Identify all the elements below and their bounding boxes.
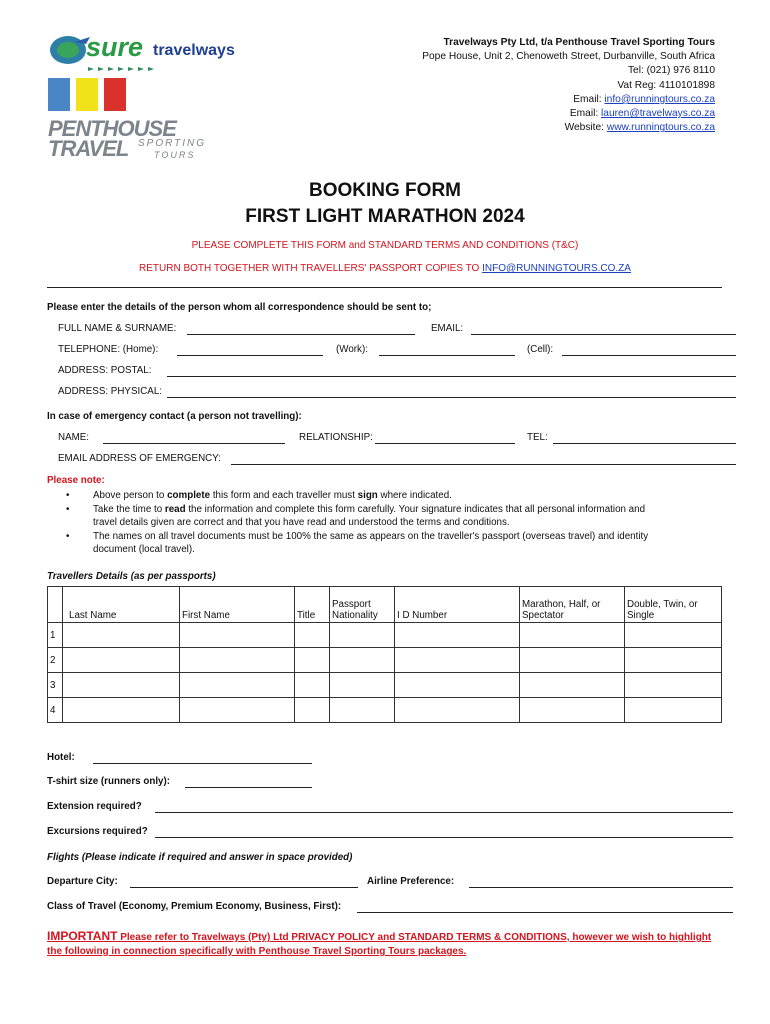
excursions-label: Excursions required? <box>47 826 148 837</box>
event-title: FIRST LIGHT MARATHON 2024 <box>245 206 525 227</box>
cell-room-type[interactable] <box>625 698 722 723</box>
departure-city-field[interactable] <box>130 887 358 888</box>
bullet-icon: • <box>66 503 70 515</box>
company-email-1 <box>335 93 715 107</box>
company-name: Travelways Pty Ltd, t/a Penthouse Travel Sporting Tours <box>443 37 715 48</box>
cell-id-number[interactable] <box>395 698 520 723</box>
emergency-intro: In case of emergency contact (a person not travelling): <box>47 411 302 422</box>
cell-room-type[interactable] <box>625 648 722 673</box>
correspondence-intro: Please enter the details of the person whom all correspondence should be sent to; <box>47 302 432 313</box>
note-bold: read <box>164 503 186 515</box>
travellers-table <box>47 586 722 723</box>
table-row <box>48 648 722 673</box>
email-prefix: Email: <box>569 108 602 120</box>
note-bold: complete <box>167 490 211 501</box>
row-number: 4 <box>48 698 63 723</box>
email-link-lauren[interactable]: lauren@travelways.co.za <box>601 108 715 120</box>
tshirt-label: T-shirt size (runners only): <box>47 776 171 787</box>
note-bullet-1 <box>66 489 726 503</box>
header-first-name: First Name <box>180 587 295 623</box>
note-text: the information and complete this form carefully. Your signature indicates that all personal information and <box>185 503 646 515</box>
return-email-link[interactable]: INFO@RUNNINGTOURS.CO.ZA <box>482 263 631 274</box>
note-bold: sign <box>357 490 378 501</box>
sure-logo-text: sure <box>86 32 144 62</box>
company-info <box>335 36 715 135</box>
table-header-row <box>48 587 722 623</box>
cell-id-number[interactable] <box>395 648 520 673</box>
address-physical-field[interactable] <box>167 397 736 398</box>
note-text: Above person to <box>93 490 168 501</box>
penthouse-logo-text: PENTHOUSE <box>48 116 176 141</box>
cell-title[interactable] <box>295 698 330 723</box>
header-id-number: I D Number <box>395 587 520 623</box>
note-text: The names on all travel documents must be 100% the same as appears on the traveller's passport (overseas travel) and identity <box>93 530 649 542</box>
important-text-2: the following in connection specifically with Penthouse Travel Sporting Tours packages. <box>47 946 467 957</box>
website-prefix: Website: <box>564 122 607 134</box>
cell-first-name[interactable] <box>180 648 295 673</box>
important-label: IMPORTANT <box>47 929 118 943</box>
cell-last-name[interactable] <box>63 623 180 648</box>
note-text: where indicated. <box>377 490 452 501</box>
cell-last-name[interactable] <box>63 648 180 673</box>
airline-preference-label: Airline Preference: <box>367 876 455 887</box>
note-text: travel details given are correct and that you have read and understood the terms and conditions. <box>93 517 510 529</box>
cell-event-type[interactable] <box>520 673 625 698</box>
header-room-type: Double, Twin, or Single <box>625 587 722 623</box>
class-of-travel-field[interactable] <box>357 912 733 913</box>
table-row <box>48 673 722 698</box>
cell-first-name[interactable] <box>180 698 295 723</box>
airline-preference-field[interactable] <box>469 887 733 888</box>
emergency-relationship-label: RELATIONSHIP: <box>299 432 373 443</box>
header-last-name: Last Name <box>63 587 180 623</box>
header-title: Title <box>295 587 330 623</box>
emergency-name-label: NAME: <box>58 432 90 443</box>
tel-home-field[interactable] <box>177 355 323 356</box>
bullet-icon: • <box>66 490 70 501</box>
cell-id-number[interactable] <box>395 623 520 648</box>
company-tel: Tel: (021) 976 8110 <box>627 65 715 77</box>
cell-nationality[interactable] <box>330 673 395 698</box>
important-text-1: Please refer to Travelways (Pty) Ltd PRIVACY POLICY and STANDARD TERMS & CONDITIONS, however we wish to highlight <box>117 932 712 943</box>
table-row <box>48 623 722 648</box>
cell-first-name[interactable] <box>180 673 295 698</box>
tel-work-field[interactable] <box>379 355 515 356</box>
company-website <box>335 121 715 135</box>
travel-logo-text: TRAVEL <box>48 136 129 161</box>
company-vat: Vat Reg: 4110101898 <box>617 79 715 91</box>
emergency-relationship-field[interactable] <box>375 443 515 444</box>
tel-cell-field[interactable] <box>562 355 736 356</box>
full-name-field[interactable] <box>187 334 415 335</box>
emergency-email-label: EMAIL ADDRESS OF EMERGENCY: <box>58 453 221 464</box>
notes-list <box>66 489 726 557</box>
note-text: document (local travel). <box>93 544 195 556</box>
note-bullet-3 <box>66 530 726 557</box>
email-field[interactable] <box>471 334 736 335</box>
tours-logo-text: TOURS <box>154 150 196 160</box>
bullet-icon: • <box>66 530 70 542</box>
cell-nationality[interactable] <box>330 623 395 648</box>
form-title: BOOKING FORM <box>309 180 461 201</box>
full-name-label: FULL NAME & SURNAME: <box>58 323 177 334</box>
cell-nationality[interactable] <box>330 698 395 723</box>
emergency-tel-label: TEL: <box>527 432 548 443</box>
row-number: 1 <box>48 623 63 648</box>
complete-form-note: PLEASE COMPLETE THIS FORM and STANDARD TERMS AND CONDITIONS (T&C) <box>191 240 579 251</box>
travelways-logo-text: travelways <box>153 42 235 59</box>
emergency-tel-field[interactable] <box>553 443 736 444</box>
departure-city-label: Departure City: <box>47 876 118 887</box>
flights-label: Flights (Please indicate if required and answer in space provided) <box>47 852 353 863</box>
hotel-field[interactable] <box>93 763 312 764</box>
cell-room-type[interactable] <box>625 673 722 698</box>
note-text: this form and each traveller must <box>210 490 358 501</box>
cell-id-number[interactable] <box>395 673 520 698</box>
cell-last-name[interactable] <box>63 698 180 723</box>
header-passport-nationality: Passport Nationality <box>330 587 395 623</box>
cell-event-type[interactable] <box>520 623 625 648</box>
important-notice <box>47 929 737 959</box>
email-link-info[interactable]: info@runningtours.co.za <box>604 93 715 105</box>
cell-event-type[interactable] <box>520 698 625 723</box>
cell-first-name[interactable] <box>180 623 295 648</box>
table-row <box>48 698 722 723</box>
cell-room-type[interactable] <box>625 623 722 648</box>
note-bullet-2 <box>66 503 726 530</box>
header-cell-num <box>48 587 63 623</box>
cell-event-type[interactable] <box>520 648 625 673</box>
extension-label: Extension required? <box>47 801 142 812</box>
row-number: 3 <box>48 673 63 698</box>
header-divider <box>47 287 722 288</box>
website-link[interactable]: www.runningtours.co.za <box>606 122 715 134</box>
excursions-field[interactable] <box>155 837 733 838</box>
hotel-label: Hotel: <box>47 752 75 763</box>
cell-last-name[interactable] <box>63 673 180 698</box>
cell-title[interactable] <box>295 648 330 673</box>
tel-home-label: TELEPHONE: (Home): <box>58 344 159 355</box>
travellers-title: Travellers Details (as per passports) <box>47 571 216 582</box>
email-label: EMAIL: <box>431 323 464 334</box>
emergency-email-field[interactable] <box>231 464 736 465</box>
tshirt-field[interactable] <box>185 787 312 788</box>
company-email-2 <box>335 107 715 121</box>
cell-nationality[interactable] <box>330 648 395 673</box>
sporting-logo-text: SPORTING <box>138 138 207 149</box>
cell-title[interactable] <box>295 623 330 648</box>
tel-work-label: (Work): <box>336 344 368 355</box>
logo <box>46 30 266 165</box>
tel-cell-label: (Cell): <box>527 344 554 355</box>
cell-title[interactable] <box>295 673 330 698</box>
address-postal-label: ADDRESS: POSTAL: <box>58 365 152 376</box>
notes-title: Please note: <box>47 475 105 486</box>
company-address: Pope House, Unit 2, Chenoweth Street, Durbanville, South Africa <box>422 51 715 63</box>
address-physical-label: ADDRESS: PHYSICAL: <box>58 386 162 397</box>
return-note <box>0 263 770 274</box>
row-number: 2 <box>48 648 63 673</box>
emergency-name-field[interactable] <box>103 443 285 444</box>
header-event-type: Marathon, Half, or Spectator <box>520 587 625 623</box>
extension-field[interactable] <box>155 812 733 813</box>
address-postal-field[interactable] <box>167 376 736 377</box>
email-prefix: Email: <box>573 93 605 105</box>
class-of-travel-label: Class of Travel (Economy, Premium Economy, Business, First): <box>47 901 342 912</box>
return-note-text: RETURN BOTH TOGETHER WITH TRAVELLERS' PASSPORT COPIES TO <box>139 263 483 274</box>
note-text: Take the time to <box>93 503 165 515</box>
